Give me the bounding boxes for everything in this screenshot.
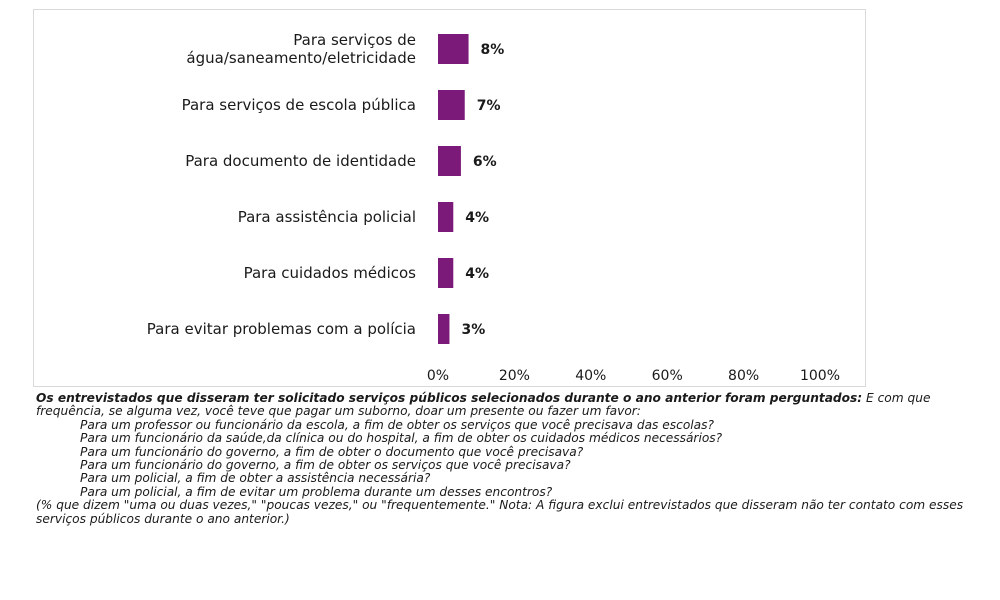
category-label: Para documento de identidade	[185, 152, 416, 170]
bar	[438, 34, 469, 64]
category-label: Para serviços de água/saneamento/eletricidade	[186, 31, 416, 67]
bar	[438, 146, 461, 176]
notes-item: Para um policial, a fim de obter a assistência necessária?	[80, 471, 431, 486]
value-label: 7%	[476, 98, 501, 114]
x-tick-label: 40%	[575, 368, 607, 384]
notes-item: Para um professor ou funcionário da escola, a fim de obter os serviços que você precisava das escolas?	[80, 417, 714, 432]
value-label: 3%	[461, 322, 486, 338]
notes-item: Para um funcionário do governo, a fim de obter os serviços que você precisava?	[80, 458, 571, 473]
x-tick-label: 80%	[728, 368, 760, 384]
notes-footer: (% que dizem "uma ou duas vezes," "poucas vezes," ou "frequentemente." Nota: A figura exclui entrevistados que disseram não ter contato com esses serviços públicos durante o ano anterior.)	[36, 498, 964, 526]
category-label: Para serviços de escola pública	[181, 96, 416, 114]
bar	[438, 258, 453, 288]
x-tick-label: 60%	[651, 368, 683, 384]
value-label: 4%	[465, 210, 490, 226]
bar	[438, 314, 449, 344]
survey-notes	[36, 392, 986, 526]
category-label: Para assistência policial	[237, 208, 416, 226]
value-label: 8%	[480, 42, 505, 58]
notes-item: Para um funcionário do governo, a fim de obter o documento que você precisava?	[80, 444, 584, 459]
bar	[438, 90, 465, 120]
value-label: 6%	[472, 154, 497, 170]
notes-item: Para um funcionário da saúde,da clínica ou do hospital, a fim de obter os cuidados médicos necessários?	[80, 431, 723, 446]
x-tick-label: 0%	[426, 368, 450, 384]
notes-intro	[36, 392, 986, 419]
bar	[438, 202, 453, 232]
notes-intro-rest: E com que frequência, se alguma vez, você teve que pagar um suborno, doar um presente ou fazer um favor:	[36, 391, 931, 419]
category-label: Para evitar problemas com a polícia	[146, 320, 416, 338]
value-label: 4%	[465, 266, 490, 282]
notes-item: Para um policial, a fim de evitar um problema durante um desses encontros?	[80, 484, 553, 499]
x-tick-label: 100%	[799, 368, 841, 384]
category-label: Para cuidados médicos	[243, 264, 416, 282]
x-tick-label: 20%	[498, 368, 530, 384]
notes-intro-bold: Os entrevistados que disseram ter solicitado serviços públicos selecionados durante o ano anterior foram perguntados:	[36, 391, 863, 405]
